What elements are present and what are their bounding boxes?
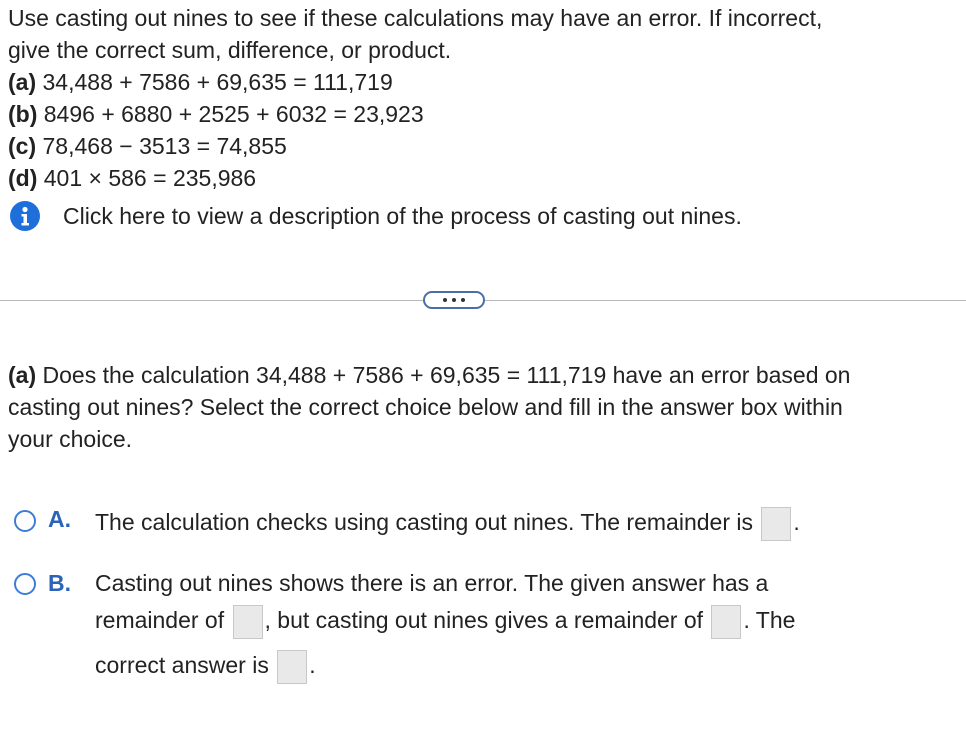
subquestion-label: (a) [8, 362, 37, 388]
dot-icon [461, 298, 465, 302]
choice-b-line-3-end: . [309, 652, 316, 679]
choice-b-letter: B. [48, 570, 71, 596]
choice-b[interactable] [0, 560, 966, 700]
question-intro-line-2: give the correct sum, difference, or product. [8, 37, 452, 63]
info-icon[interactable] [10, 201, 40, 231]
choice-b-line-2-start: remainder of [95, 607, 225, 634]
item-label: (d) [8, 165, 38, 191]
subquestion-line-1 [8, 359, 958, 391]
item-label: (a) [8, 69, 37, 95]
item-text: 8496 + 6880 + 2525 + 6032 = 23,923 [43, 101, 424, 127]
choice-a[interactable] [0, 500, 966, 550]
question-prompt [8, 2, 958, 194]
subquestion-text-1: Does the calculation 34,488 + 7586 + 69,635 = 111,719 have an error based on [42, 362, 851, 388]
expand-more-button[interactable] [423, 291, 485, 309]
choice-b-line-3 [95, 650, 316, 684]
choice-a-end: . [793, 509, 800, 536]
choice-b-line-1: Casting out nines shows there is an error. The given answer has a [95, 570, 769, 596]
question-item-c [8, 130, 958, 162]
choice-a-radio[interactable] [14, 510, 36, 532]
question-intro-line-1: Use casting out nines to see if these calculations may have an error. If incorrect, [8, 5, 823, 31]
dot-icon [452, 298, 456, 302]
choice-b-line-3-start: correct answer is [95, 652, 269, 679]
choice-b-radio[interactable] [14, 573, 36, 595]
subquestion-line-2: casting out nines? Select the correct choice below and fill in the answer box within [8, 394, 843, 420]
choice-a-text-row [95, 507, 800, 541]
item-text: 78,468 − 3513 = 74,855 [42, 133, 287, 159]
choice-b-line-2-mid: , but casting out nines gives a remainder of [264, 607, 704, 634]
choice-a-remainder-input[interactable] [761, 507, 791, 541]
correct-answer-input[interactable] [277, 650, 307, 684]
choice-b-line-2 [95, 605, 795, 639]
computed-remainder-input[interactable] [711, 605, 741, 639]
item-text: 401 × 586 = 235,986 [43, 165, 257, 191]
info-link-text[interactable]: Click here to view a description of the process of casting out nines. [63, 202, 742, 229]
item-label: (c) [8, 133, 37, 159]
choice-a-text: The calculation checks using casting out nines. The remainder is [95, 509, 753, 536]
subquestion-line-3: your choice. [8, 426, 133, 452]
item-label: (b) [8, 101, 38, 127]
question-item-d [8, 162, 958, 194]
info-link-row[interactable] [10, 201, 742, 231]
question-item-b [8, 98, 958, 130]
dot-icon [443, 298, 447, 302]
item-text: 34,488 + 7586 + 69,635 = 111,719 [42, 69, 393, 95]
given-remainder-input[interactable] [233, 605, 263, 639]
choice-a-letter: A. [48, 506, 71, 532]
question-item-a [8, 66, 958, 98]
subquestion-prompt [8, 359, 958, 455]
choice-b-line-2-end: . The [743, 607, 796, 634]
